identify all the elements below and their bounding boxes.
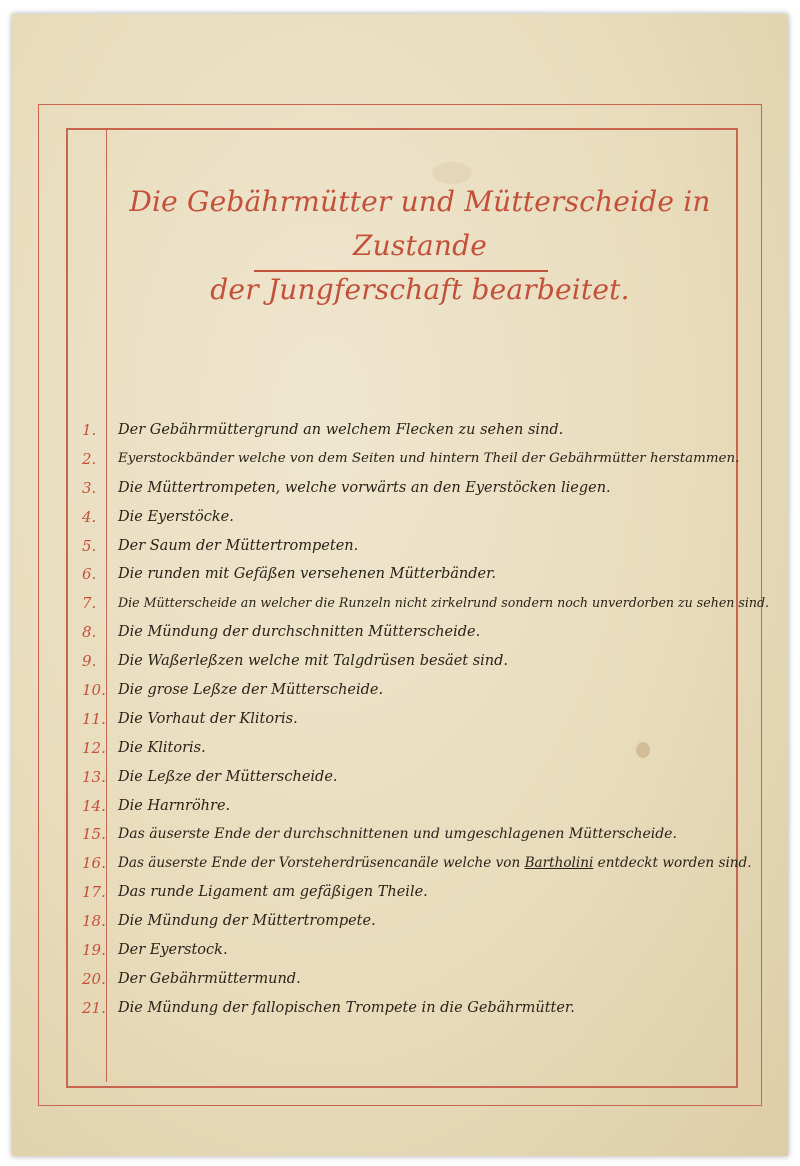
list-item: [72, 792, 732, 821]
list-item: [72, 965, 732, 994]
item-text: Der Gebährmüttergrund an welchem Flecken zu sehen sind.: [118, 422, 564, 438]
item-text: Der Gebährmüttermund.: [118, 970, 301, 987]
page-title: [110, 180, 730, 312]
item-number: 5.: [82, 536, 97, 555]
item-number: 15.: [82, 825, 106, 844]
list-item: [72, 878, 732, 907]
item-text: Die Mündung der Müttertrompete.: [118, 913, 376, 930]
item-text-part: entdeckt worden sind.: [593, 855, 752, 872]
title-line-2: der Jungferschaft bearbeitet.: [210, 273, 630, 306]
item-text: Der Saum der Müttertrompeten.: [118, 537, 359, 554]
item-text: Die Vorhaut der Klitoris.: [118, 710, 298, 727]
item-number: 7.: [82, 594, 97, 613]
item-text: [118, 849, 752, 877]
item-text-underlined: Bartholini: [524, 855, 594, 872]
item-number: 12.: [82, 738, 106, 757]
list-item: [72, 763, 732, 792]
list-item: [72, 503, 732, 532]
item-text: Die runden mit Gefäßen versehenen Mütterbänder.: [118, 566, 497, 583]
title-line-1: Die Gebährmütter und Mütterscheide in Zustande: [129, 185, 711, 262]
item-number: 21.: [82, 998, 106, 1017]
item-text: Die Mündung der durchschnitten Mütterscheide.: [118, 624, 481, 641]
item-number: 9.: [82, 652, 97, 671]
title-underline: [254, 270, 548, 272]
list-item: [72, 416, 732, 445]
list-item: [72, 647, 732, 676]
item-number: 10.: [82, 681, 106, 700]
item-text: Die Mündung der fallopischen Trompete in die Gebährmütter.: [118, 999, 575, 1016]
item-text: Die Waßerleßzen welche mit Talgdrüsen besäet sind.: [118, 653, 509, 670]
item-number: 16.: [82, 854, 106, 873]
item-text: Die Klitoris.: [118, 739, 206, 756]
item-text-part: Das äuserste Ende der Vorsteherdrüsencanäle welche von: [118, 855, 525, 872]
item-number: 2.: [82, 449, 97, 468]
item-number: 6.: [82, 565, 97, 584]
item-number: 8.: [82, 623, 97, 642]
list-item: [72, 705, 732, 734]
item-number: 20.: [82, 969, 106, 988]
list-item: [72, 589, 770, 618]
item-number: 1.: [82, 421, 97, 439]
legend-list: [72, 416, 770, 1023]
item-number: 18.: [82, 912, 106, 931]
item-number: 17.: [82, 883, 106, 902]
list-item: [72, 445, 740, 474]
list-item: [72, 907, 732, 936]
list-item: [72, 994, 732, 1023]
item-number: 11.: [82, 709, 106, 728]
item-text: Die Eyerstöcke.: [118, 508, 234, 525]
list-item: [72, 560, 732, 589]
item-text: Der Eyerstock.: [118, 942, 228, 959]
item-text: Das äuserste Ende der durchschnittenen und umgeschlagenen Mütterscheide.: [118, 826, 677, 843]
item-text: Die Müttertrompeten, welche vorwärts an den Eyerstöcken liegen.: [118, 479, 611, 496]
item-text: Das runde Ligament am gefäßigen Theile.: [118, 884, 428, 901]
item-number: 14.: [82, 796, 106, 815]
list-item: [72, 734, 732, 763]
item-number: 4.: [82, 507, 97, 526]
list-item: [72, 474, 732, 503]
item-text: Die Harnröhre.: [118, 797, 231, 814]
list-item: [72, 820, 732, 849]
item-number: 3.: [82, 478, 97, 497]
item-text: Eyerstockbänder welche von dem Seiten und hintern Theil der Gebährmütter herstammen.: [118, 450, 740, 466]
list-item: [72, 936, 732, 965]
list-item: [72, 532, 732, 561]
list-item: [72, 618, 732, 647]
item-number: 19.: [82, 941, 106, 960]
item-text: Die Mütterscheide an welcher die Runzeln nicht zirkelrund sondern noch unverdorben zu sehen sind.: [118, 595, 770, 611]
item-text: Die grose Leßze der Mütterscheide.: [118, 682, 384, 699]
list-item: [72, 849, 752, 878]
item-number: 13.: [82, 767, 106, 786]
list-item: [72, 676, 732, 705]
item-text: Die Leßze der Mütterscheide.: [118, 768, 338, 785]
